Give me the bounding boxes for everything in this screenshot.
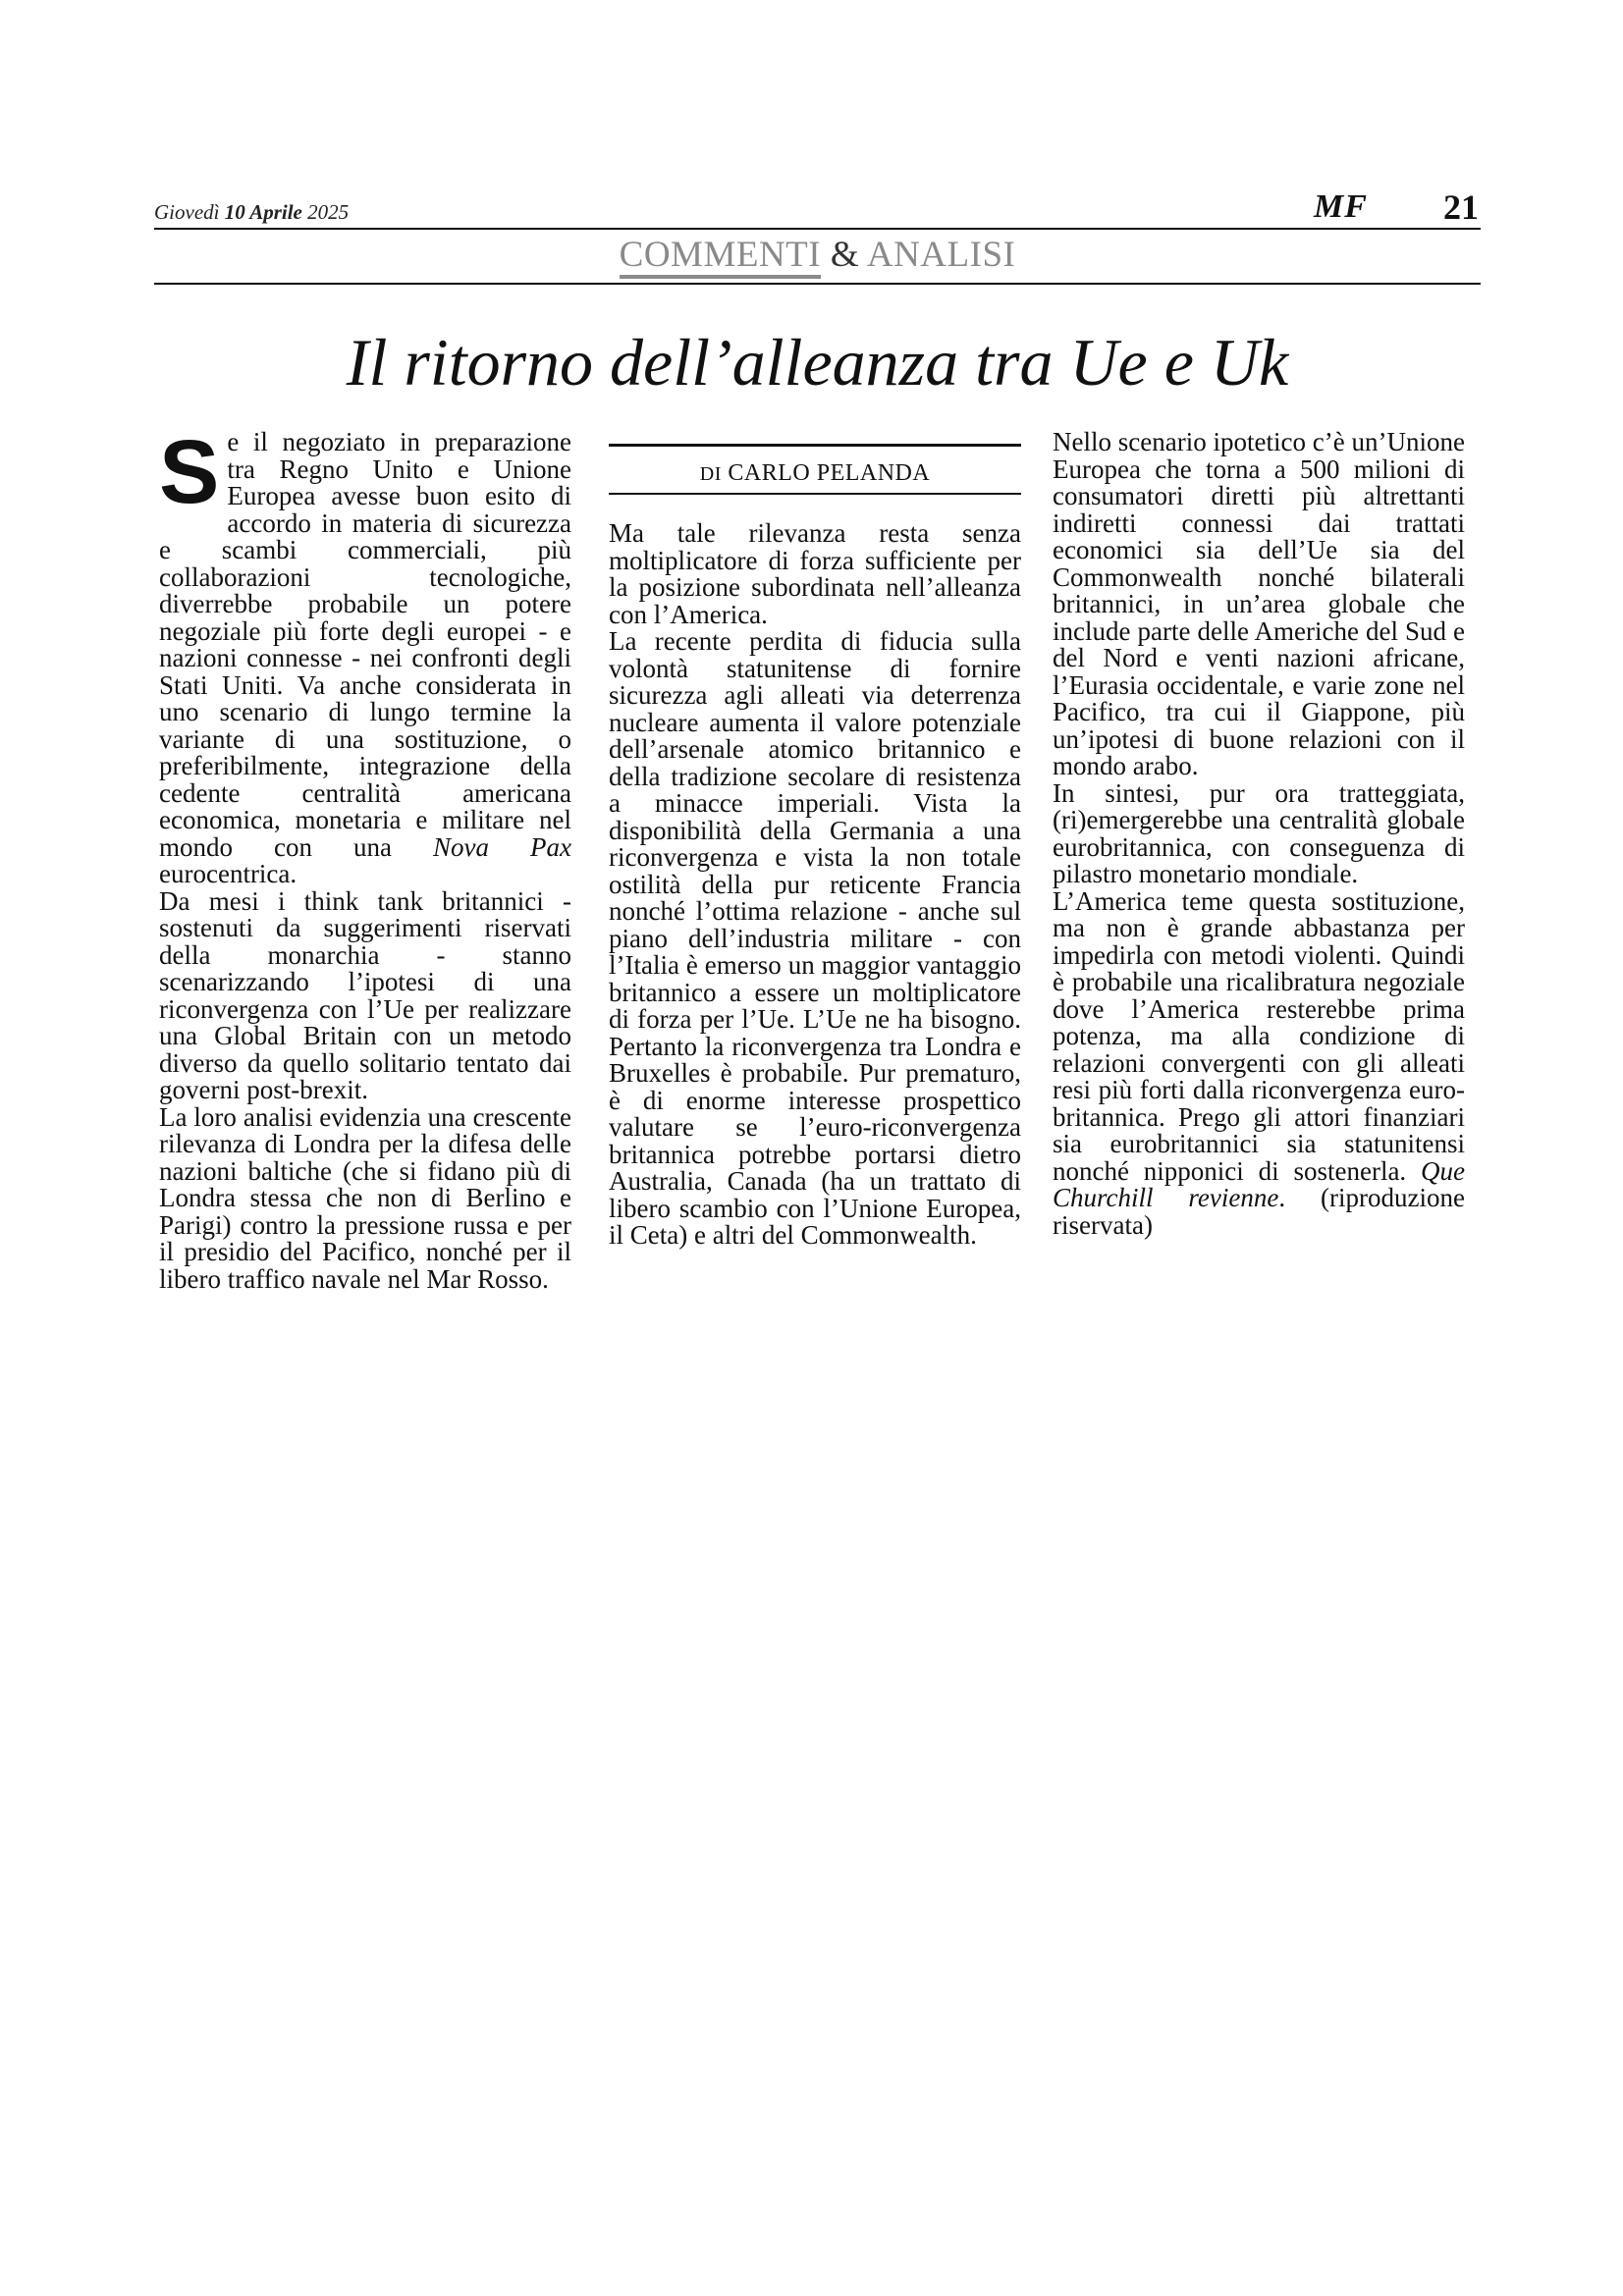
byline-prefix: DI xyxy=(699,463,722,485)
section-ampersand: & xyxy=(830,235,860,275)
paragraph-text: . (riproduzione riservata) xyxy=(1053,1183,1465,1240)
date-year: 2025 xyxy=(307,200,350,224)
italic-quote: Que Churchill revienne xyxy=(1053,1155,1466,1212)
paragraph xyxy=(159,422,571,888)
paragraph-text: eurocentrica. xyxy=(159,859,298,888)
date-day-month: 10 Aprile xyxy=(224,200,302,224)
issue-date xyxy=(154,200,349,225)
paragraph-text: e il negoziato in preparazione tra Regno Unito e Unione Europea avesse buon esito di accordo in materia di sicurezza e scambi commerciali, più collaborazioni tecnologiche, diverrebbe probabile un potere negoziale più forte degli europei - e nazioni connesse - nei confronti degli Stati Uniti. Va anche considerata in uno scenario di lungo termine la variante di una sostituzione, o preferibilmente, integrazione della cedente centralità americana economica, monetaria e militare nel mondo con una xyxy=(159,427,571,862)
paragraph: In sintesi, pur ora tratteggiata, (ri)emergerebbe una centralità globale eurobritannica, con conseguenza di pilastro monetario mondiale. xyxy=(1053,777,1465,888)
header-rule xyxy=(154,228,1481,230)
section-right: ANALISI xyxy=(866,235,1016,275)
byline xyxy=(609,444,1021,495)
paragraph: La loro analisi evidenzia una crescente rilevanza di Londra per la difesa delle nazioni baltiche (che si fidano più di Londra stessa che non di Berlino e Parigi) contro la pressione russa e per il presidio del Pacifico, nonché per il libero traffico navale nel Mar Rosso. xyxy=(159,1101,571,1294)
paragraph: Nello scenario ipotetico c’è un’Unione Europea che torna a 500 milioni di consumatori diretti più altrettanti indiretti connessi dai trattati economici sia dell’Ue sia del Commonwealth nonché bilaterali britannici, in un’area globale che include parte delle Americhe del Sud e del Nord e venti nazioni africane, l’Eurasia occidentale, e varie zone nel Pacifico, tra cui il Giappone, più un’ipotesi di buone relazioni con il mondo arabo. xyxy=(1053,427,1465,780)
paragraph xyxy=(1053,885,1466,1240)
article-column-2 xyxy=(609,520,1021,1250)
paragraph-text: L’America teme questa sostituzione, ma non è grande abbastanza per impedirla con metodi violenti. Quindi è probabile una ricalibratura negoziale dove l’America resterebbe prima potenza, ma alla condizione di relazioni convergenti con gli alleati resi più forti dalla riconvergenza euro-britannica. Prego gli attori finanziari sia eurobritannici sia statunitensi nonché nipponici di sostenerla. xyxy=(1053,885,1465,1186)
page-number: 21 xyxy=(1443,187,1479,227)
drop-cap: S xyxy=(159,422,220,522)
section-left: COMMENTI xyxy=(620,235,821,279)
article-column-1 xyxy=(159,422,571,1294)
byline-author-last: PELANDA xyxy=(816,460,931,486)
italic-term: Nova Pax xyxy=(433,831,571,862)
paragraph: Ma tale rilevanza resta senza moltiplicatore di forza sufficiente per la posizione subordinata nell’alleanza con l’America. xyxy=(609,518,1021,629)
publication-logo: MF xyxy=(1314,188,1368,225)
paragraph: La recente perdita di fiducia sulla volontà statunitense di fornire sicurezza agli alleati via deterrenza nucleare aumenta il valore potenziale dell’arsenale atomico britannico e della tradizione secolare di resistenza a minacce imperiali. Vista la disponibilità della Germania a una riconvergenza e vista la non totale ostilità della pur reticente Francia nonché l’ottima relazione - anche sul piano dell’industria militare - con l’Italia è emerso un maggior vantaggio britannico a essere un moltiplicatore di forza per l’Ue. L’Ue ne ha bisogno. Pertanto la riconvergenza tra Londra e Bruxelles è probabile. Pur prematuro, è di enorme interesse prospettico valutare se l’euro-riconvergenza britannica potrebbe portarsi dietro Australia, Canada (ha un trattato di libero scambio con l’Unione Europea, il Ceta) e altri del Commonwealth. xyxy=(609,626,1021,1250)
section-rule xyxy=(154,283,1481,285)
article-headline: Il ritorno dell’alleanza tra Ue e Uk xyxy=(346,325,1289,400)
article-column-3 xyxy=(1053,429,1465,1239)
paragraph: Da mesi i think tank britannici - sostenuti da suggerimenti riservati della monarchia - stanno scenarizzando l’ipotesi di una riconvergenza con l’Ue per realizzare una Global Britain con un metodo diverso da quello solitario tentato dai governi post-brexit. xyxy=(159,885,571,1104)
date-day: Giovedì xyxy=(154,200,220,224)
byline-author-first: CARLO xyxy=(728,460,811,486)
section-heading xyxy=(154,234,1481,276)
